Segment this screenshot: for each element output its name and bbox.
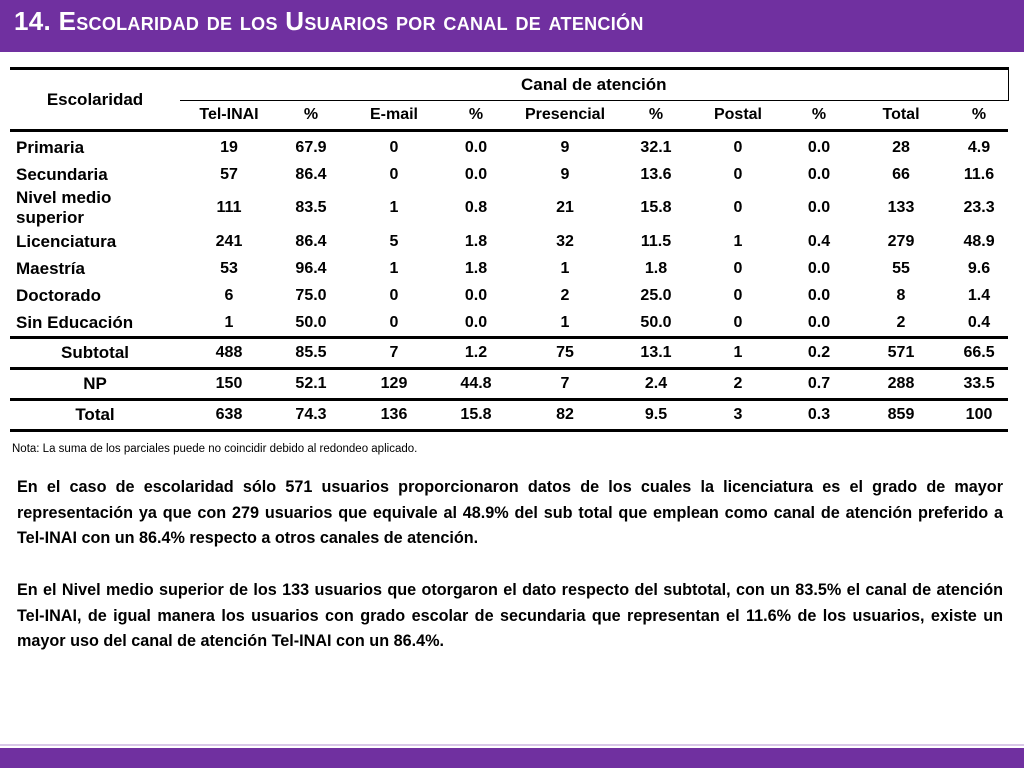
table-cell: 11.5: [640, 232, 672, 250]
table-cell: 1.8: [644, 259, 668, 277]
column-header: Postal: [690, 101, 786, 131]
row-header-escolaridad: Escolaridad: [10, 69, 180, 131]
table-cell: 0: [389, 313, 399, 331]
table-cell: 74.3: [278, 400, 344, 431]
table-cell: 859: [852, 400, 950, 431]
table-cell: 57: [220, 165, 238, 183]
table-cell: 0.0: [807, 259, 831, 277]
table-cell: 82: [508, 400, 622, 431]
table-cell: 83.5: [295, 199, 327, 216]
row-label: NP: [10, 369, 180, 400]
column-header: Tel-INAI: [180, 101, 278, 131]
table-cell: 53: [220, 259, 238, 277]
header-row-group: [10, 69, 1008, 101]
table-row: [10, 131, 1008, 162]
table-cell: 44.8: [444, 369, 508, 400]
table-cell: 25.0: [640, 286, 672, 304]
table-cell: 0: [733, 286, 743, 304]
table-cell: 33.5: [950, 369, 1008, 400]
column-header: E-mail: [344, 101, 444, 131]
column-header: %: [278, 101, 344, 131]
table-cell: 13.1: [622, 338, 690, 369]
table-row: [10, 255, 1008, 282]
row-label: Sin Educación: [16, 312, 134, 332]
table-cell: 1.8: [464, 232, 488, 250]
table-cell: 1: [733, 232, 743, 250]
table-cell: 96.4: [295, 259, 327, 277]
table-cell: 15.8: [640, 199, 672, 216]
table-row: [10, 228, 1008, 255]
table-cell: 1: [690, 338, 786, 369]
table-cell: 15.8: [444, 400, 508, 431]
table-cell: 86.4: [295, 232, 327, 250]
title-bar: [0, 0, 1024, 52]
row-label: Licenciatura: [16, 231, 117, 251]
table-cell: 52.1: [278, 369, 344, 400]
row-label: Doctorado: [16, 285, 101, 305]
row-label: Secundaria: [16, 164, 108, 184]
row-label: Nivel medio superior: [16, 188, 112, 227]
table-cell: 0.0: [464, 165, 488, 183]
table-cell: 488: [180, 338, 278, 369]
table-cell: 9.5: [622, 400, 690, 431]
row-label: Total: [10, 400, 180, 431]
page-title: 14. Escolaridad de los Usuarios por canal de atención: [14, 6, 644, 36]
table-cell: 0.3: [786, 400, 852, 431]
table-cell: 638: [180, 400, 278, 431]
table-cell: 48.9: [963, 232, 995, 250]
table-cell: 2.4: [622, 369, 690, 400]
table-cell: 0: [733, 165, 743, 183]
table-cell: 0: [733, 199, 743, 216]
table-cell: 13.6: [640, 165, 672, 183]
table-row: [10, 282, 1008, 309]
table-cell: 133: [887, 199, 915, 216]
table-cell: 0.2: [786, 338, 852, 369]
table-cell: 1: [560, 259, 570, 277]
table-row: [10, 161, 1008, 188]
table-cell: 7: [344, 338, 444, 369]
table-cell: 2: [896, 313, 906, 331]
table-cell: 66.5: [950, 338, 1008, 369]
footer-divider: [0, 744, 1024, 746]
table-cell: 0.4: [807, 232, 831, 250]
table-cell: 6: [224, 286, 234, 304]
table-cell: 2: [560, 286, 570, 304]
table-note: Nota: La suma de los parciales puede no coincidir debido al redondeo aplicado.: [12, 443, 418, 455]
table-cell: 0: [733, 259, 743, 277]
paragraph-1: En el caso de escolaridad sólo 571 usuarios proporcionaron datos de los cuales la licenciatura es el grado de mayor representación ya que con 279 usuarios que equivale al 48.9% del sub total que emplean como canal de atención preferido a Tel-INAI con un 86.4% respecto a otros canales de atención.: [17, 478, 1003, 547]
table-cell: 9: [560, 138, 570, 156]
table-cell: 23.3: [963, 199, 995, 216]
table-cell: 67.9: [295, 138, 327, 156]
column-header: %: [444, 101, 508, 131]
table-cell: 2: [690, 369, 786, 400]
table-cell: 150: [180, 369, 278, 400]
np-row: [10, 369, 1008, 400]
table-cell: 0.0: [464, 286, 488, 304]
table-cell: 9: [560, 165, 570, 183]
row-label: Maestría: [16, 258, 85, 278]
table-cell: 1: [224, 313, 234, 331]
table-cell: 19: [220, 138, 238, 156]
table-row: [10, 309, 1008, 338]
table-cell: 0.0: [807, 199, 831, 216]
table-cell: 32.1: [640, 138, 672, 156]
table-cell: 0: [389, 286, 399, 304]
table-cell: 28: [892, 138, 910, 156]
table-cell: 1.8: [464, 259, 488, 277]
paragraph-2: En el Nivel medio superior de los 133 usuarios que otorgaron el dato respecto del subtotal, con un 83.5% el canal de atención Tel-INAI, de igual manera los usuarios con grado escolar de secundaria que representan el 11.6% de los usuarios, existe un mayor uso del canal de atención Tel-INAI con un 86.4%.: [17, 581, 1003, 650]
table-cell: 1.4: [967, 286, 991, 304]
table-cell: 1: [560, 313, 570, 331]
table-cell: 0.7: [786, 369, 852, 400]
column-header: Presencial: [508, 101, 622, 131]
table-cell: 50.0: [295, 313, 327, 331]
table-cell: 85.5: [278, 338, 344, 369]
table-cell: 55: [892, 259, 910, 277]
table-cell: 66: [892, 165, 910, 183]
table-cell: 129: [344, 369, 444, 400]
footer-bar: [0, 748, 1024, 768]
table-cell: 0.0: [464, 313, 488, 331]
table-cell: 8: [896, 286, 906, 304]
table-cell: 75.0: [295, 286, 327, 304]
table-cell: 0: [733, 313, 743, 331]
table-cell: 0.0: [807, 286, 831, 304]
table-cell: 111: [216, 199, 242, 216]
table-cell: 0.4: [967, 313, 991, 331]
table-cell: 1.2: [444, 338, 508, 369]
table-cell: 4.9: [967, 138, 991, 156]
table-cell: 1: [389, 199, 399, 216]
table-cell: 0.0: [464, 138, 488, 156]
column-header: %: [950, 101, 1008, 131]
table-cell: 0.0: [807, 165, 831, 183]
row-label: Primaria: [16, 137, 85, 157]
table-cell: 5: [389, 232, 399, 250]
table-cell: 288: [852, 369, 950, 400]
table-cell: 75: [508, 338, 622, 369]
table-summary: [10, 338, 1008, 431]
table-cell: 0: [389, 165, 399, 183]
table-cell: 0: [733, 138, 743, 156]
column-header: Total: [852, 101, 950, 131]
table-cell: 571: [852, 338, 950, 369]
column-header: %: [622, 101, 690, 131]
table-cell: 50.0: [640, 313, 672, 331]
subtotal-row: [10, 338, 1008, 369]
table-cell: 11.6: [963, 165, 995, 183]
table-cell: 1: [389, 259, 399, 277]
table-body: [10, 131, 1008, 338]
table-cell: 0.8: [464, 199, 488, 216]
total-row: [10, 400, 1008, 431]
table-cell: 0.0: [807, 138, 831, 156]
group-header-canal: Canal de atención: [180, 69, 1008, 101]
table-row: [10, 188, 1008, 228]
table-cell: 0.0: [807, 313, 831, 331]
table-cell: 7: [508, 369, 622, 400]
table-cell: 0: [389, 138, 399, 156]
table-cell: 136: [344, 400, 444, 431]
table-cell: 21: [556, 199, 574, 216]
escolaridad-table: [10, 67, 1009, 432]
table-cell: 100: [950, 400, 1008, 431]
column-header: %: [786, 101, 852, 131]
table-cell: 3: [690, 400, 786, 431]
table-cell: 32: [556, 232, 574, 250]
table-cell: 9.6: [967, 259, 991, 277]
table-cell: 86.4: [295, 165, 327, 183]
table-cell: 241: [215, 232, 243, 250]
table-cell: 279: [887, 232, 915, 250]
row-label: Subtotal: [10, 338, 180, 369]
